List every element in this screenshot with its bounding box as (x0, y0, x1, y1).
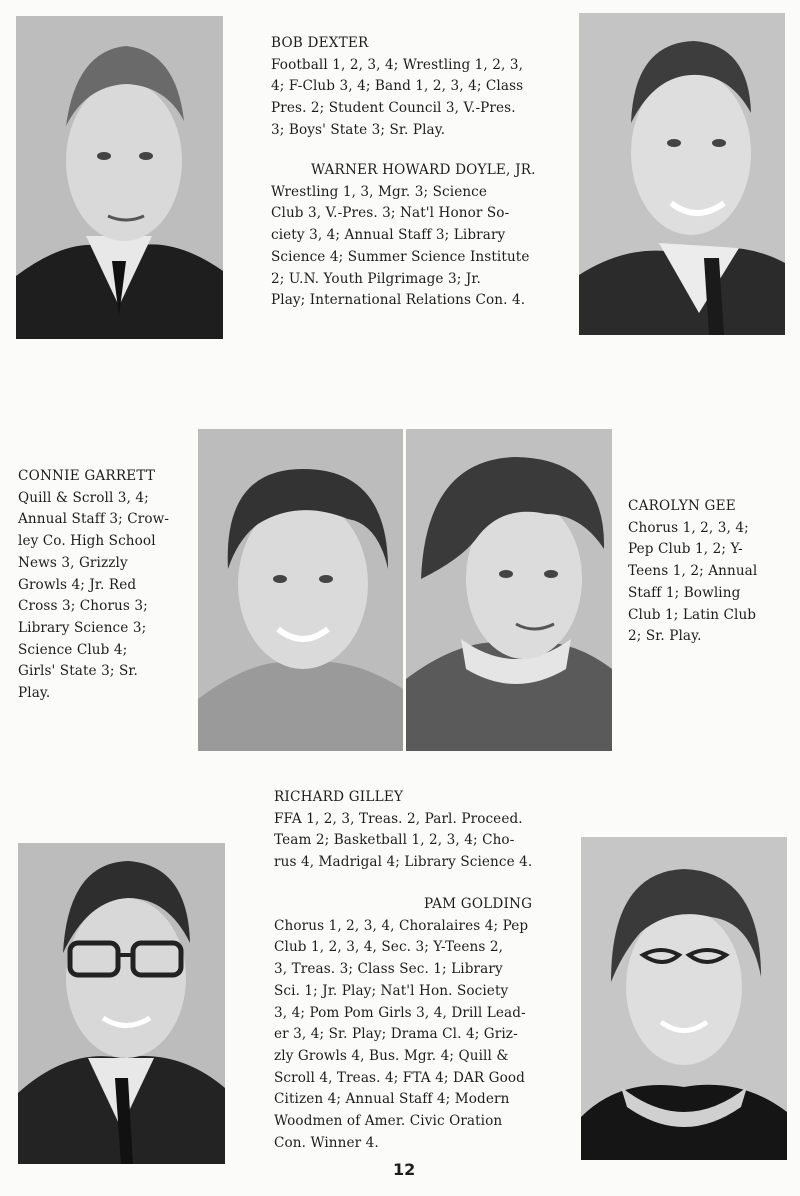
activity-line: Woodmen of Amer. Civic Oration (274, 1113, 503, 1130)
student-name: CONNIE GARRETT (18, 468, 156, 484)
activity-line: Sci. 1; Jr. Play; Nat'l Hon. Society (274, 982, 509, 999)
activity-line: Club 1, 2, 3, 4, Sec. 3; Y-Teens 2, (274, 939, 504, 956)
portrait-pam-golding (581, 837, 787, 1160)
student-name: PAM GOLDING (424, 896, 533, 912)
student-name: WARNER HOWARD DOYLE, JR. (311, 162, 536, 178)
activity-line: Quill & Scroll 3, 4; (18, 489, 149, 506)
page-number: 12 (393, 1160, 416, 1179)
activity-line: 2; Sr. Play. (628, 628, 702, 645)
activity-line: Chorus 1, 2, 3, 4; (628, 519, 749, 536)
activity-line: Play. (18, 685, 51, 702)
activity-line: Chorus 1, 2, 3, 4, Choralaires 4; Pep (274, 917, 529, 934)
activity-line: 3, 4; Pom Pom Girls 3, 4, Drill Lead- (274, 1004, 526, 1021)
activity-line: 4; F-Club 3, 4; Band 1, 2, 3, 4; Class (271, 78, 524, 95)
activity-line: Scroll 4, Treas. 4; FTA 4; DAR Good (274, 1069, 525, 1086)
portrait-richard-gilley (18, 843, 225, 1164)
bio-warner-doyle (271, 160, 536, 312)
activity-line: Science 4; Summer Science Institute (271, 248, 530, 265)
activity-line: 2; U.N. Youth Pilgrimage 3; Jr. (271, 270, 481, 287)
activity-line: Pres. 2; Student Council 3, V.-Pres. (271, 100, 516, 117)
activity-line: Play; International Relations Con. 4. (271, 292, 526, 309)
activity-line: 3; Boys' State 3; Sr. Play. (271, 121, 446, 138)
activity-line: Club 1; Latin Club (628, 606, 757, 623)
student-name: CAROLYN GEE (628, 498, 736, 514)
portrait-carolyn-gee (406, 429, 612, 751)
portrait-connie-garrett (198, 429, 403, 751)
activity-line: Staff 1; Bowling (628, 584, 741, 601)
activity-line: Citizen 4; Annual Staff 4; Modern (274, 1091, 510, 1108)
activity-line: Football 1, 2, 3, 4; Wrestling 1, 2, 3, (271, 56, 524, 73)
activity-line: zly Growls 4, Bus. Mgr. 4; Quill & (274, 1047, 509, 1064)
activity-line: 3, Treas. 3; Class Sec. 1; Library (274, 961, 503, 978)
bio-pam-golding (274, 894, 532, 1154)
activity-line: Pep Club 1, 2; Y- (628, 541, 743, 558)
activity-line: Growls 4; Jr. Red (18, 576, 137, 593)
bio-richard-gilley (274, 787, 532, 874)
activity-line: Cross 3; Chorus 3; (18, 598, 148, 615)
activity-line: Con. Winner 4. (274, 1134, 379, 1151)
bio-connie-garrett (18, 466, 169, 705)
portrait-warner-doyle (579, 13, 785, 335)
activity-line: Science Club 4; (18, 641, 128, 658)
activity-line: ciety 3, 4; Annual Staff 3; Library (271, 227, 506, 244)
bio-carolyn-gee (628, 496, 757, 648)
portrait-bob-dexter (16, 16, 223, 339)
activity-line: Wrestling 1, 3, Mgr. 3; Science (271, 183, 488, 200)
student-name: RICHARD GILLEY (274, 789, 404, 805)
activity-line: ley Co. High School (18, 533, 156, 550)
activity-line: Teens 1, 2; Annual (628, 563, 758, 580)
activity-line: FFA 1, 2, 3, Treas. 2, Parl. Proceed. (274, 810, 523, 827)
activity-line: Library Science 3; (18, 619, 147, 636)
activity-line: er 3, 4; Sr. Play; Drama Cl. 4; Griz- (274, 1026, 518, 1043)
activity-line: Club 3, V.-Pres. 3; Nat'l Honor So- (271, 205, 510, 222)
activity-line: rus 4, Madrigal 4; Library Science 4. (274, 854, 533, 871)
activity-line: Annual Staff 3; Crow- (18, 511, 170, 528)
activity-line: News 3, Grizzly (18, 554, 128, 571)
bio-bob-dexter (271, 33, 523, 142)
student-name: BOB DEXTER (271, 35, 369, 51)
activity-line: Girls' State 3; Sr. (18, 663, 138, 680)
activity-line: Team 2; Basketball 1, 2, 3, 4; Cho- (274, 832, 515, 849)
